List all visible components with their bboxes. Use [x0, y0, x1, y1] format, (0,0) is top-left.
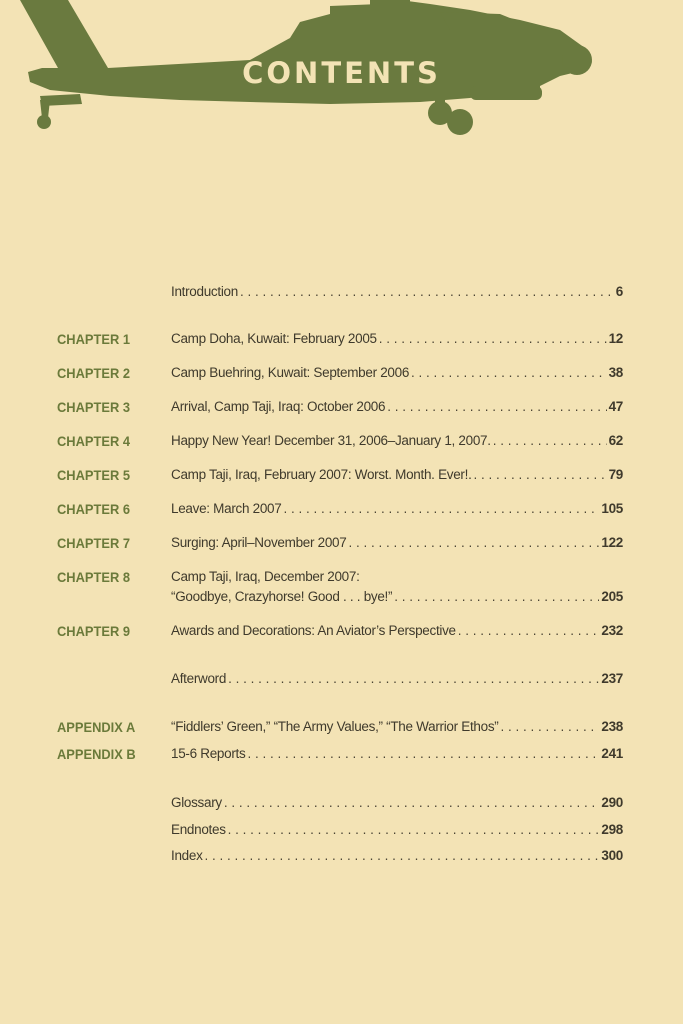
chapter-label: CHAPTER 8	[57, 569, 131, 585]
dot-leader	[283, 501, 599, 516]
chapter-label: CHAPTER 2	[57, 365, 131, 381]
toc-entry-glossary[interactable]	[0, 795, 683, 815]
dot-leader	[247, 746, 599, 761]
entry-page: 241	[601, 746, 623, 761]
dot-leader	[228, 671, 599, 686]
entry-page: 79	[608, 467, 623, 482]
toc-entry-endnotes[interactable]	[0, 822, 683, 842]
entry-title: Index	[171, 848, 203, 863]
appendix-label: APPENDIX B	[57, 746, 136, 762]
entry-page: 38	[608, 365, 623, 380]
dot-leader	[348, 535, 599, 550]
toc-entry-afterword[interactable]	[0, 671, 683, 691]
entry-page: 205	[601, 589, 623, 604]
entry-page: 105	[601, 501, 623, 516]
dot-leader	[205, 848, 600, 863]
dot-leader	[240, 284, 614, 299]
entry-page: 62	[608, 433, 623, 448]
chapter-label: CHAPTER 4	[57, 433, 131, 449]
dot-leader	[500, 719, 599, 734]
entry-title: Arrival, Camp Taji, Iraq: October 2006	[171, 399, 386, 414]
dot-leader	[411, 365, 607, 380]
chapter-label: CHAPTER 3	[57, 399, 131, 415]
entry-page: 12	[608, 331, 623, 346]
dot-leader	[228, 822, 600, 837]
entry-title: 15-6 Reports	[171, 746, 246, 761]
chapter-label: CHAPTER 1	[57, 331, 131, 347]
entry-title: “Fiddlers’ Green,” “The Army Values,” “The Warrior Ethos”	[171, 719, 499, 734]
dot-leader	[474, 467, 607, 482]
dot-leader	[493, 433, 607, 448]
toc-entry-chapter-7[interactable]	[0, 535, 683, 555]
entry-page: 300	[601, 848, 623, 863]
toc-entry-chapter-6[interactable]	[0, 501, 683, 521]
chapter-label: CHAPTER 9	[57, 623, 131, 639]
entry-page: 47	[608, 399, 623, 414]
toc-entry-appendix-b[interactable]	[0, 746, 683, 766]
entry-page: 6	[615, 284, 623, 299]
entry-title: Camp Taji, Iraq, February 2007: Worst. Month. Ever!.	[171, 467, 472, 482]
entry-page: 290	[601, 795, 623, 810]
toc-entry-chapter-2[interactable]	[0, 365, 683, 385]
entry-title: Awards and Decorations: An Aviator’s Perspective	[171, 623, 456, 638]
dot-leader	[224, 795, 600, 810]
dot-leader	[394, 589, 599, 604]
chapter-label: CHAPTER 5	[57, 467, 131, 483]
dot-leader	[379, 331, 607, 346]
toc-entry-index[interactable]	[0, 848, 683, 868]
appendix-label: APPENDIX A	[57, 719, 136, 735]
entry-title: Happy New Year! December 31, 2006–January 1, 2007.	[171, 433, 491, 448]
entry-title: Endnotes	[171, 822, 226, 837]
toc-entry-chapter-9[interactable]	[0, 623, 683, 643]
page-title: CONTENTS	[242, 56, 441, 90]
entry-title: Introduction	[171, 284, 238, 299]
toc-entry-chapter-1[interactable]	[0, 331, 683, 351]
entry-title: Camp Buehring, Kuwait: September 2006	[171, 365, 410, 380]
entry-title-line1: Camp Taji, Iraq, December 2007:	[171, 569, 360, 584]
entry-title: Leave: March 2007	[171, 501, 282, 516]
entry-title: “Goodbye, Crazyhorse! Good . . . bye!”	[171, 589, 393, 604]
toc-entry-chapter-8[interactable]	[0, 569, 683, 609]
dot-leader	[458, 623, 600, 638]
entry-page: 298	[601, 822, 623, 837]
toc-entry-chapter-3[interactable]	[0, 399, 683, 419]
entry-page: 238	[601, 719, 623, 734]
entry-page: 237	[601, 671, 623, 686]
entry-title: Camp Doha, Kuwait: February 2005	[171, 331, 377, 346]
toc-entry-introduction[interactable]	[0, 284, 683, 304]
toc-entry-chapter-5[interactable]	[0, 467, 683, 487]
dot-leader	[387, 399, 606, 414]
entry-page: 122	[601, 535, 623, 550]
chapter-label: CHAPTER 6	[57, 501, 131, 517]
entry-title: Surging: April–November 2007	[171, 535, 347, 550]
toc-entry-chapter-4[interactable]	[0, 433, 683, 453]
chapter-label: CHAPTER 7	[57, 535, 131, 551]
entry-title: Glossary	[171, 795, 222, 810]
entry-title: Afterword	[171, 671, 227, 686]
entry-page: 232	[601, 623, 623, 638]
toc-entry-appendix-a[interactable]	[0, 719, 683, 739]
